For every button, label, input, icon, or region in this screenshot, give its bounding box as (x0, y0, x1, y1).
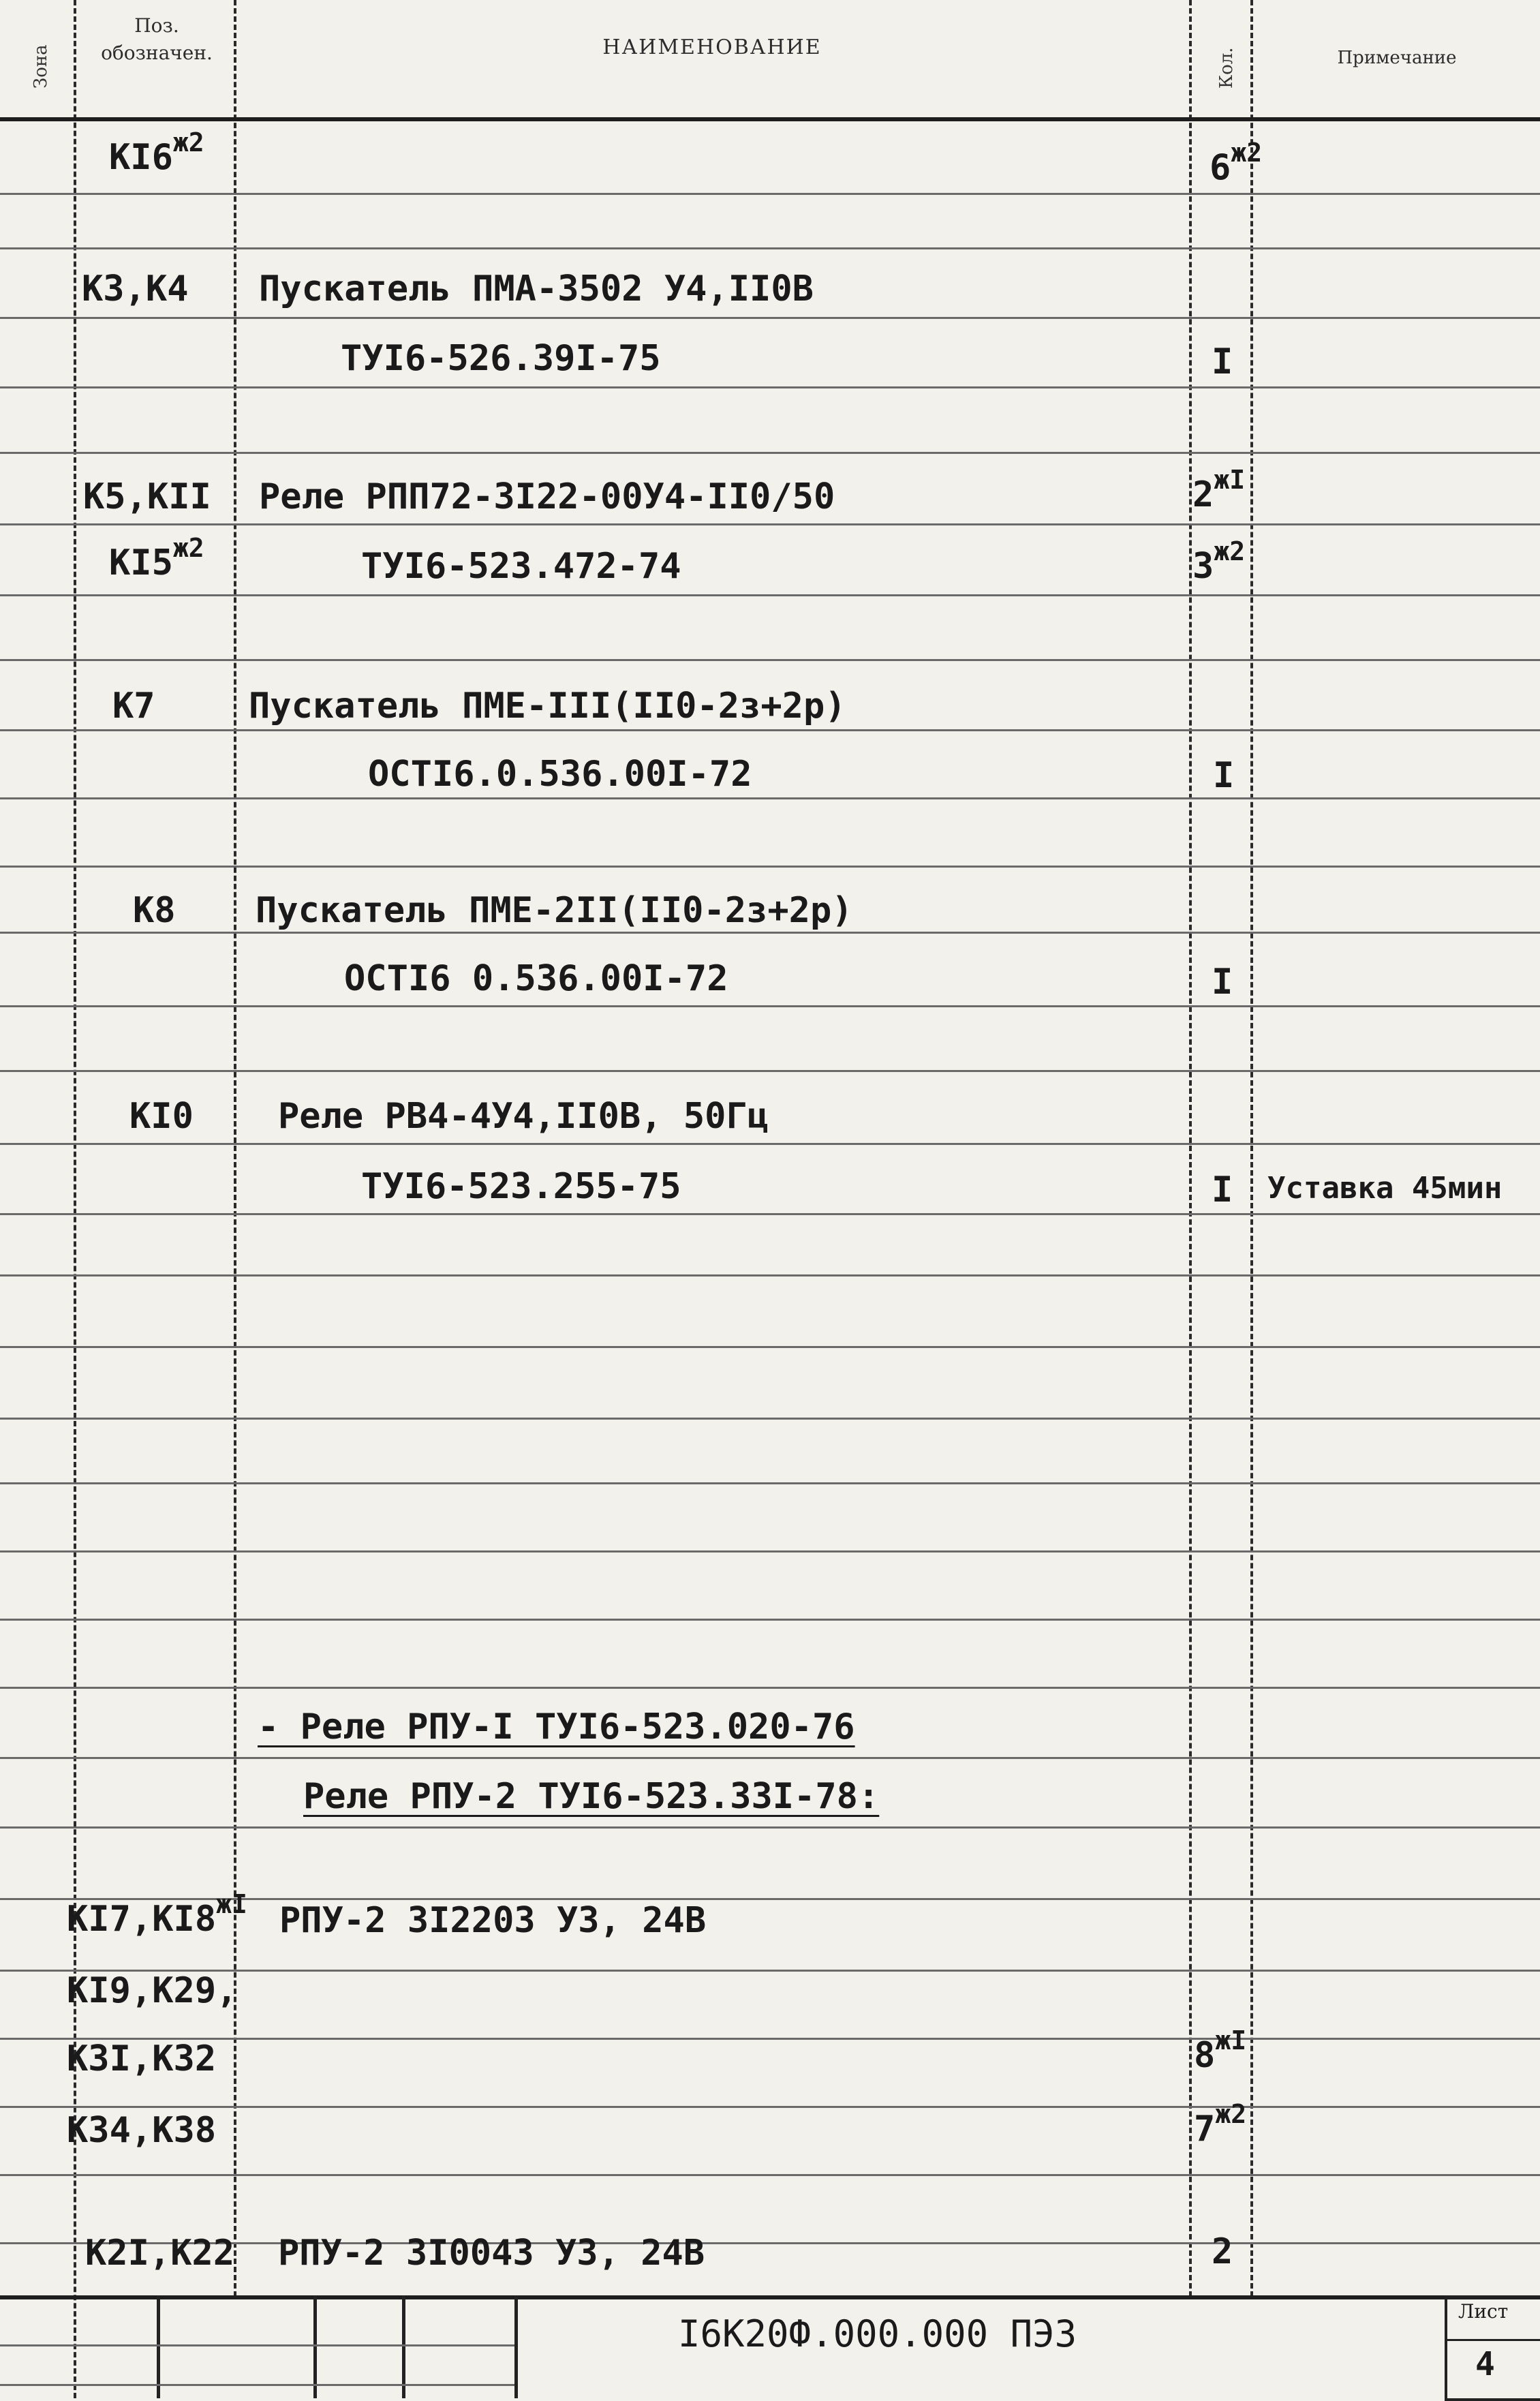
row-rule (0, 1619, 1540, 1621)
row-9-name: Реле РВ4-4У4,II0В, 50Гц (278, 1096, 769, 1137)
row-14-pos: КI9,К29, (67, 1970, 238, 2011)
row-13-name: РПУ-2 3I2203 У3, 24В (279, 1900, 707, 1941)
sheet-number: 4 (1475, 2345, 1495, 2383)
row-rule (0, 1070, 1540, 1072)
row-1-pos: К3,К4 (82, 269, 189, 309)
row-16-pos: К34,К38 (67, 2110, 217, 2151)
row-rule (0, 797, 1540, 799)
row-16-qty: $7^{ж2}$ (1194, 2099, 1247, 2150)
row-3-name: Реле РПП72-3I22-00У4-II0/50 (259, 476, 835, 517)
row-4-qty: $3^{ж2}$ (1192, 536, 1246, 587)
row-rule (0, 1687, 1540, 1689)
row-1-name: Пускатель ПМА-3502 У4,II0В (259, 269, 814, 309)
row-rule (0, 2038, 1540, 2040)
row-15-pos: К3I,К32 (67, 2038, 217, 2079)
row-3-pos: К5,КII (83, 476, 211, 517)
row-rule (0, 1143, 1540, 1145)
sheet-label: Лист (1458, 2300, 1509, 2323)
row-2-qty: I (1212, 341, 1233, 382)
row-17-pos: К2I,К22 (85, 2233, 235, 2274)
row-rule (0, 523, 1540, 525)
row-rule (0, 932, 1540, 934)
doc-code: I6К20Ф.000.000 ПЭ3 (678, 2312, 1077, 2355)
sheet-box-divider (1445, 2339, 1540, 2341)
header-rule (0, 117, 1540, 121)
row-6-name: ОСТI6.0.536.00I-72 (368, 754, 752, 795)
row-10-qty: I (1212, 1169, 1233, 1210)
row-rule (0, 729, 1540, 731)
stamp-col (157, 2295, 160, 2398)
name-column-rule (1189, 0, 1192, 2297)
row-7-name: Пускатель ПМЕ-2II(II0-2з+2р) (256, 890, 853, 931)
row-2-name: ТУI6-526.39I-75 (341, 338, 661, 379)
row-rule (0, 2106, 1540, 2108)
row-rule (0, 1418, 1540, 1420)
row-5-pos: К7 (112, 686, 155, 727)
header-name: НАИМЕНОВАНИЕ (602, 35, 822, 59)
stamp-col (313, 2295, 317, 2398)
row-0-qty: $6^{ж2}$ (1210, 138, 1263, 188)
row-4-name: ТУI6-523.472-74 (361, 546, 681, 587)
row-17-qty: 2 (1212, 2231, 1233, 2272)
row-4-pos: $КI5^{ж2}$ (109, 533, 204, 583)
header-qty: Кол. (1216, 47, 1237, 89)
row-rule (0, 1482, 1540, 1484)
row-rule (0, 247, 1540, 249)
qty-column-rule (1250, 0, 1253, 2297)
row-11-name: - Реле РПУ-I ТУI6-523.020-76 (258, 1707, 855, 1747)
row-0-pos: $КI6^{ж2}$ (109, 127, 204, 178)
row-10-name: ТУI6-523.255-75 (361, 1166, 681, 1207)
row-rule (0, 1213, 1540, 1215)
row-5-name: Пускатель ПМЕ-III(II0-2з+2р) (249, 686, 846, 727)
row-8-name: ОСТI6 0.536.00I-72 (344, 958, 728, 999)
stamp-row-rule (0, 2384, 514, 2386)
row-9-pos: КI0 (129, 1096, 194, 1137)
row-12-name: Реле РПУ-2 ТУI6-523.33I-78: (303, 1776, 880, 1817)
title-block-rule (0, 2295, 1540, 2299)
row-13-pos: $КI7,КI8^{жI}$ (67, 1889, 247, 1940)
header-note: Примечание (1337, 48, 1457, 68)
row-7-pos: К8 (133, 890, 176, 931)
row-rule (0, 594, 1540, 596)
header-zone: Зона (31, 44, 51, 89)
row-rule (0, 193, 1540, 195)
row-rule (0, 1826, 1540, 1829)
row-rule (0, 1550, 1540, 1553)
row-15-qty: $8^{жI}$ (1194, 2025, 1247, 2076)
row-6-qty: I (1213, 755, 1235, 796)
stamp-col (402, 2295, 405, 2398)
row-17-name: РПУ-2 3I0043 У3, 24В (278, 2233, 705, 2274)
row-rule (0, 659, 1540, 661)
row-rule (0, 1005, 1540, 1007)
row-rule (0, 1346, 1540, 1348)
row-3-qty: $2^{жI}$ (1192, 465, 1246, 515)
row-rule (0, 317, 1540, 319)
stamp-row-rule (0, 2344, 514, 2346)
row-rule (0, 866, 1540, 868)
row-8-qty: I (1212, 962, 1233, 1003)
designation-column-rule (234, 0, 236, 2297)
row-rule (0, 2174, 1540, 2176)
stamp-col (514, 2295, 518, 2398)
row-rule (0, 386, 1540, 388)
row-rule (0, 1757, 1540, 1759)
row-10-note: Уставка 45мин (1267, 1174, 1503, 1204)
row-rule (0, 452, 1540, 454)
row-rule (0, 1274, 1540, 1276)
header-designation: Поз. обозначен. (101, 14, 213, 64)
